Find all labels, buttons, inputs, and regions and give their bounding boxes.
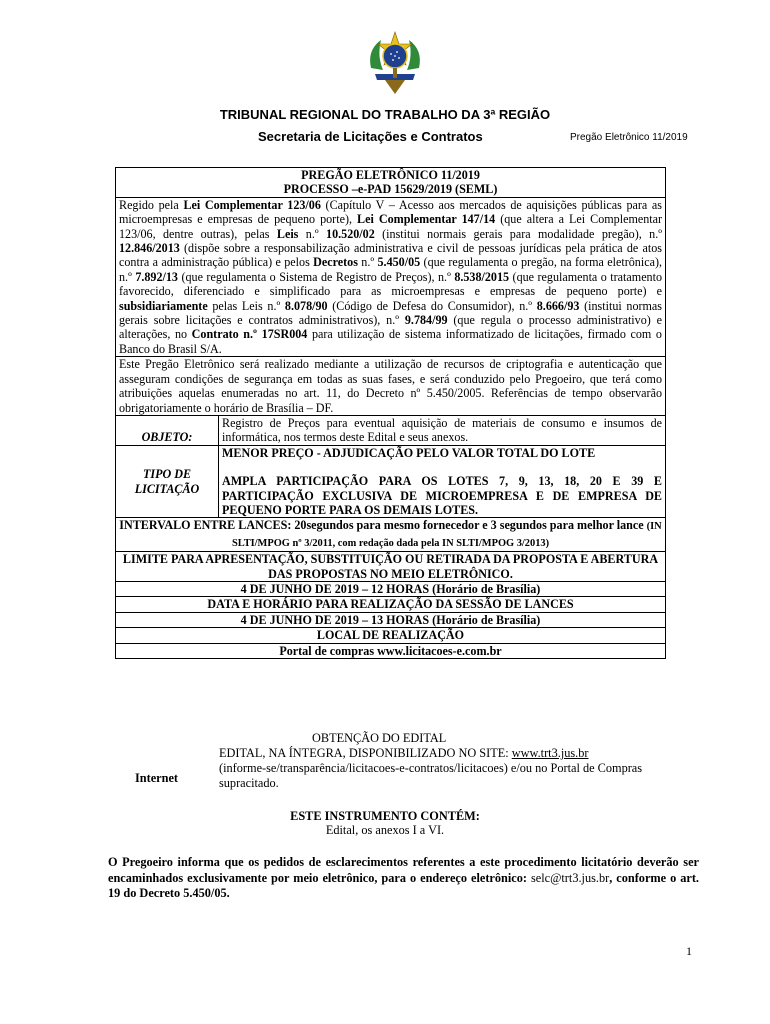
sessao-date-cell: 4 DE JUNHO DE 2019 – 13 HORAS (Horário de Brasília) (116, 612, 666, 627)
sessao-cell: DATA E HORÁRIO PARA REALIZAÇÃO DA SESSÃO DE LANCES (116, 597, 666, 612)
electronic-note-cell: Este Pregão Eletrônico será realizado mediante a utilização de recursos de criptografia e autenticação que asseguram condições de segurança em todas as suas fases, e será conduzido pelo Pregoeiro, que terá como atribuições aquelas enumeradas no art. 11, do Decreto nº 5.450/2005. Referências de tempo observarão obrigatoriamente o horário de Brasília – DF. (116, 357, 666, 416)
clarification-notice: O Pregoeiro informa que os pedidos de esclarecimentos referentes a este procedimento licitatório deverão ser encaminhados exclusivamente por meio eletrônico, para o endereço eletrônico: selc@trt3.jus.br, conforme o art. 19 do Decreto 5.450/05. (108, 855, 699, 900)
contact-email[interactable]: selc@trt3.jus.br (530, 870, 610, 885)
objeto-text: Registro de Preços para eventual aquisição de materiais de consumo e insumos de informática, nos termos deste Edital e seus anexos. (219, 415, 666, 445)
trt3-link[interactable]: www.trt3.jus.br (511, 746, 589, 760)
department-name: Secretaria de Licitações e Contratos (258, 129, 483, 144)
limite-cell: LIMITE PARA APRESENTAÇÃO, SUBSTITUIÇÃO OU RETIRADA DA PROPOSTA E ABERTURA DAS PROPOSTAS NO MEIO ELETRÔNICO. (116, 552, 666, 582)
edital-heading: OBTENÇÃO DO EDITAL (312, 731, 447, 745)
tipo-licitacao-text: MENOR PREÇO - ADJUDICAÇÃO PELO VALOR TOTAL DO LOTE AMPLA PARTICIPAÇÃO PARA OS LOTES 7, 9, 13, 18, 20 E 39 E PARTICIPAÇÃO EXCLUSIVA DE MICROEMPRESA E DE EMPRESA DE PEQUENO PORTE PARA OS DEMAIS LOTES. (219, 445, 666, 518)
table-title-cell (116, 168, 666, 198)
intervalo-cell: INTERVALO ENTRE LANCES: 20segundos para mesmo fornecedor e 3 segundos para melhor lance (IN SLTI/MPOG nº 3/2011, com redação dada pela IN SLTI/MPOG 3/2013) (116, 518, 666, 552)
internet-label: Internet (135, 771, 179, 785)
organization-title: TRIBUNAL REGIONAL DO TRABALHO DA 3ª REGIÃO (219, 107, 551, 122)
limite-date-cell: 4 DE JUNHO DE 2019 – 12 HORAS (Horário de Brasília) (116, 581, 666, 596)
objeto-label: OBJETO: (116, 415, 219, 445)
summary-table (115, 167, 666, 659)
page-number: 1 (686, 944, 692, 958)
local-value-cell: Portal de compras www.licitacoes-e.com.br (116, 643, 666, 658)
contents-heading: ESTE INSTRUMENTO CONTÉM: (290, 809, 480, 823)
document-reference: Pregão Eletrônico 11/2019 (570, 132, 688, 143)
local-label-cell: LOCAL DE REALIZAÇÃO (116, 628, 666, 643)
pregao-title: PREGÃO ELETRÔNICO 11/2019 (301, 168, 480, 182)
brazil-coat-of-arms-icon (363, 30, 427, 98)
process-number: PROCESSO –e-PAD 15629/2019 (SEML) (283, 182, 498, 197)
legal-basis-cell: Regido pela Lei Complementar 123/06 (Capítulo V – Acesso aos mercados de aquisições públicas para as microempresas e empresas de pequeno porte), Lei Complementar 147/14 (que altera a Lei Complementar 123/06, dentre outras), pelas Leis n.º 10.520/02 (institui normais gerais para modalidade pregão), n.º 12.846/2013 (dispõe sobre a responsabilização administrativa e civil de pessoas jurídicas pela prática de atos contra a administração pública) e pelos Decretos n.º 5.450/05 (que regulamenta o pregão, na forma eletrônica), n.º 7.892/13 (que regulamenta o Sistema de Registro de Preços), n.º 8.538/2015 (que regulamenta o tratamento favorecido, diferenciado e simplificado para as microempresas e empresas de pequeno porte) e subsidiariamente pelas Leis n.º 8.078/90 (Código de Defesa do Consumidor), n.º 8.666/93 (institui normas gerais sobre licitações e contratos administrativos), n.º 9.784/99 (que regula o processo administrativo) e alterações, no Contrato n.º 17SR004 para utilização de sistema informatizado de licitações, firmado com o Banco do Brasil S/A. (116, 197, 666, 356)
tipo-licitacao-label: TIPO DE LICITAÇÃO (116, 445, 219, 518)
edital-text: EDITAL, NA ÍNTEGRA, DISPONIBILIZADO NO SITE: www.trt3.jus.br (informe-se/transparência/licitacoes-e-contratos/licitacoes) e/ou no Portal de Compras supracitado. (219, 746, 643, 790)
contents-text: Edital, os anexos I a VI. (325, 823, 445, 837)
